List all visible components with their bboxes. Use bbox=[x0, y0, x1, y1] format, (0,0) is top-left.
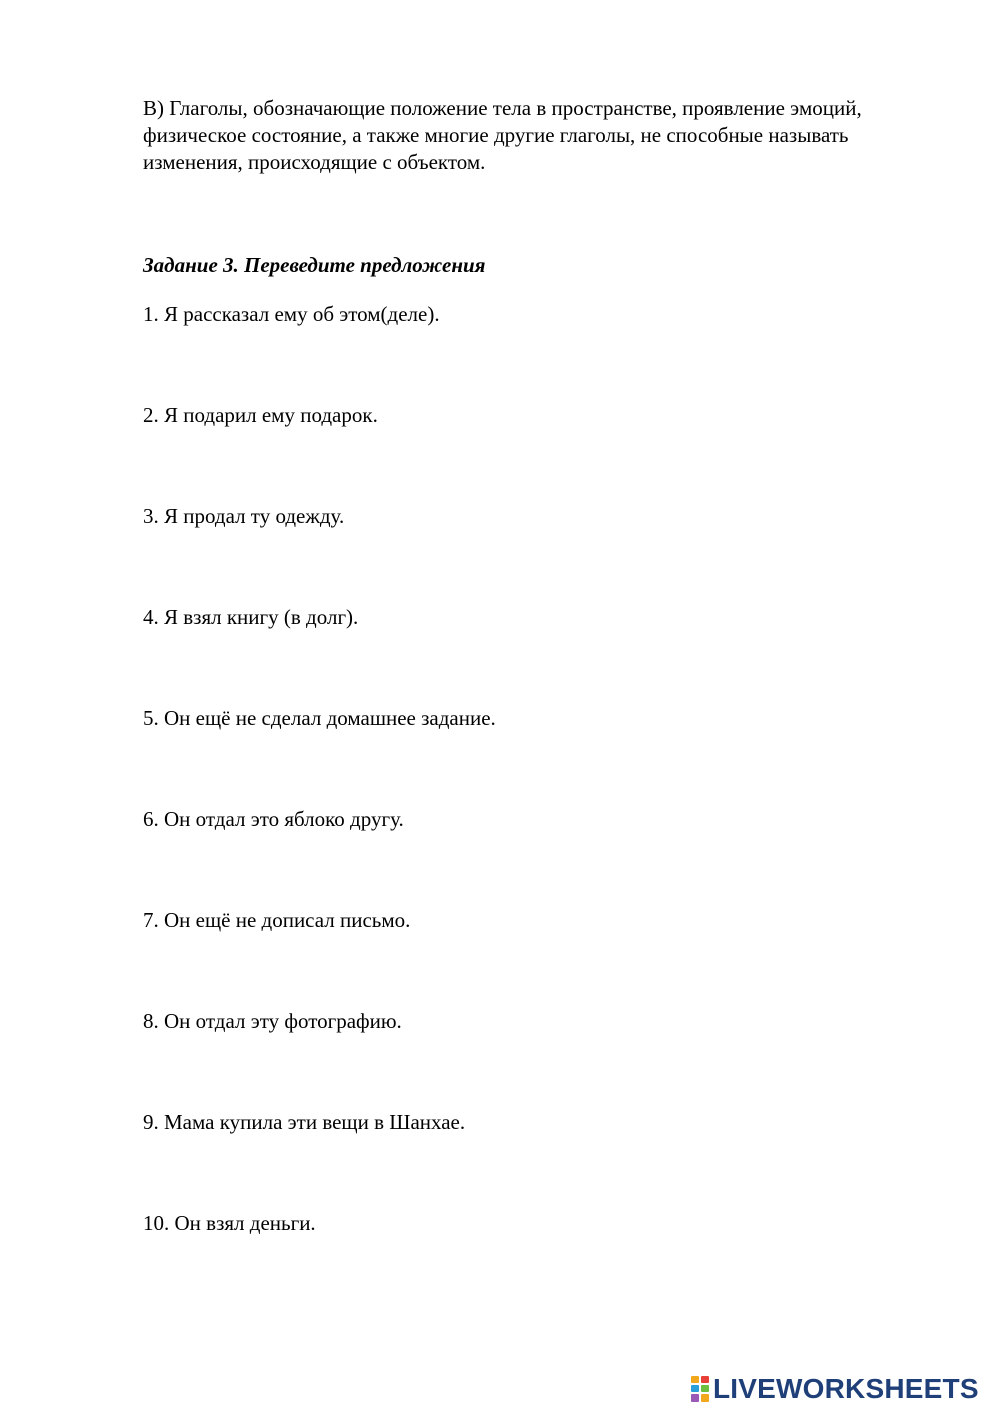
logo-square bbox=[691, 1394, 699, 1402]
sentence-item: 5. Он ещё не сделал домашнее задание. bbox=[143, 706, 496, 730]
logo-square bbox=[691, 1385, 699, 1392]
watermark-text: LIVEWORKSHEETS bbox=[713, 1373, 979, 1404]
sentence-item: 9. Мама купила эти вещи в Шанхае. bbox=[143, 1110, 466, 1134]
liveworksheets-watermark[interactable] bbox=[690, 1373, 979, 1405]
logo-square bbox=[701, 1394, 709, 1402]
sentence-item: 6. Он отдал это яблоко другу. bbox=[143, 807, 404, 831]
logo-square bbox=[701, 1376, 709, 1383]
sentence-item: 10. Он взял деньги. bbox=[143, 1211, 316, 1235]
sentence-item: 4. Я взял книгу (в долг). bbox=[143, 605, 359, 629]
liveworksheets-logo-icon bbox=[690, 1375, 710, 1403]
sentence-item: 3. Я продал ту одежду. bbox=[143, 504, 345, 528]
sentence-item: 7. Он ещё не дописал письмо. bbox=[143, 908, 411, 932]
sentence-item: 2. Я подарил ему подарок. bbox=[143, 403, 378, 427]
sentence-item: 8. Он отдал эту фотографию. bbox=[143, 1009, 402, 1033]
intro-paragraph: B) Глаголы, обозначающие положение тела в пространстве, проявление эмоций, физическое состояние, а также многие другие глаголы, не способные называть изменения, происходящие с объектом. bbox=[143, 96, 862, 174]
task-title: Задание 3. Переведите предложения bbox=[143, 253, 486, 277]
logo-square bbox=[691, 1376, 699, 1383]
sentence-item: 1. Я рассказал ему об этом(деле). bbox=[143, 302, 440, 326]
logo-square bbox=[701, 1385, 709, 1392]
